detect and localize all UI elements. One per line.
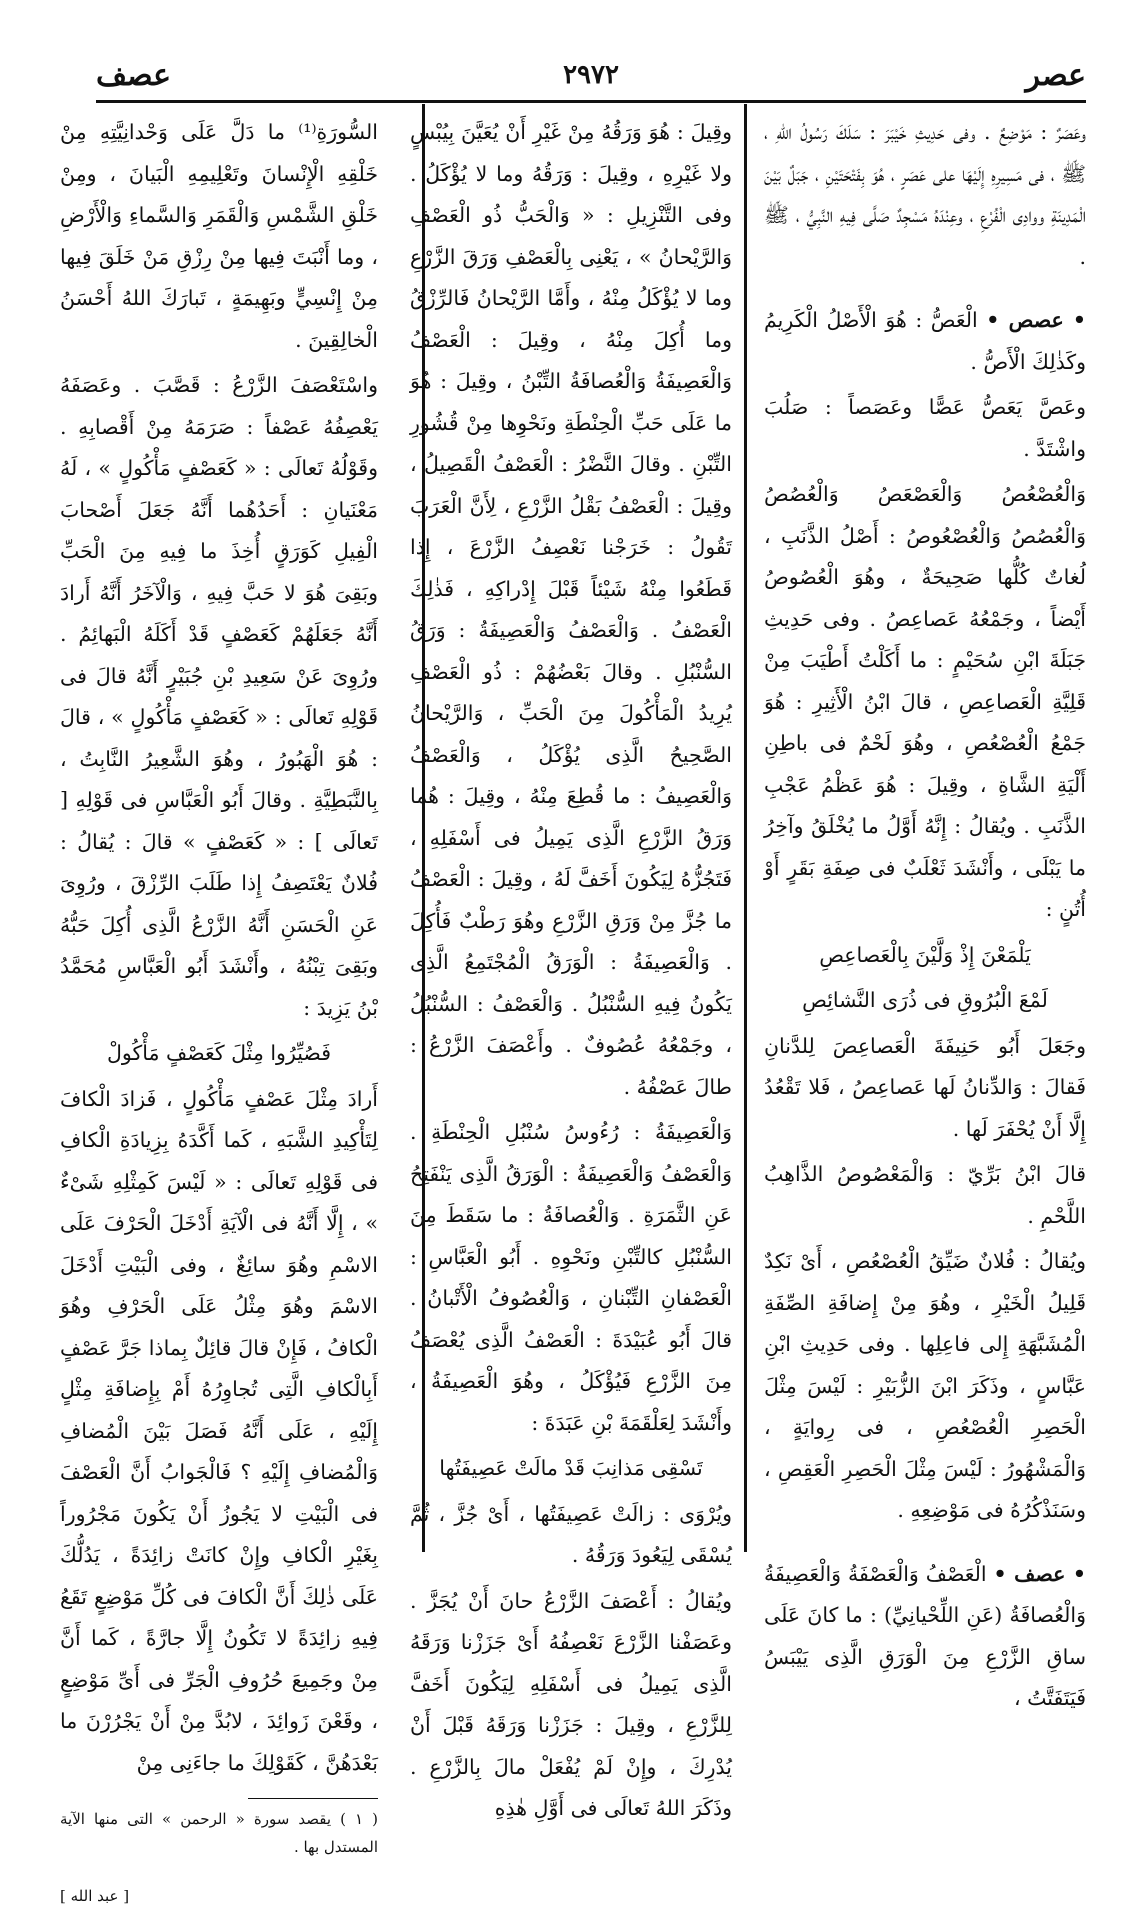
footnote-rule — [248, 1798, 378, 1799]
page-number: ٢٩٧٢ — [563, 60, 619, 90]
entry-headword: • عصص • — [986, 308, 1086, 332]
verse-line: لَمْعَ الْبُرُوقِ فى ذُرَى النَّشائِصِ — [802, 988, 1048, 1012]
header-rule — [96, 100, 1086, 103]
column-right — [764, 112, 1086, 1710]
paragraph: وعَصَرٌ : مَوْضِعٌ . وفى حَدِيثِ خَيْبَرَ : سَلَكَ رَسُولُ اللهِ ، ﷺ ، فى مَسِيرِهِ إِلَيْهَا على عَصَرٍ ، هُوَ بِفَتْحَتَيْنِ ، جَبَلٌ بَيْنَ الْمَدِينَةِ ووادِى الْفُرْعِ ، وعِنْدَهُ مَسْجِدٌ صَلَّى فِيهِ النَّبِيُّ ، ﷺ . — [764, 120, 1086, 269]
entry-paragraph — [764, 1554, 1086, 1720]
paragraph: ويُرْوَى : زالَتْ عَصِيفَتُها ، أَىْ جُزَّ ، ثُمَّ يُسْقَى لِيَعُودَ وَرَقُهُ . — [410, 1501, 732, 1567]
verse-line: يَلْمَعْنَ إِذْ وَلَّيْنَ بِالْعَصاعِصِ — [819, 942, 1031, 967]
paragraph: واسْتَعْصَفَ الزَّرْعُ : قَصَّبَ . وعَصَفَهُ يَعْصِفُهُ عَصْفاً : صَرَمَهُ مِنْ أَقْصابِهِ . وقَوْلُهُ تَعالَى : « كَعَصْفٍ مَأْكُولٍ » ، لَهُ مَعْنَيانِ : أَحَدُهُما أَنَّهُ جَعَلَ أَصْحابَ الْفِيلِ كَوَرَقٍ أُخِذَ ما فِيهِ مِنَ الْحَبِّ وبَقِىَ هُوَ لا حَبَّ فِيهِ ، وَالْآخَرُ أَنَّهُ أَرادَ أَنَّهُ جَعَلَهُمْ كَعَصْفٍ قَدْ أَكَلَهُ الْبَهائِمُ . ورُوِىَ عَنْ سَعِيدِ بْنِ جُبَيْرٍ أَنَّهُ قالَ فى قَوْلِهِ تَعالَى : « كَعَصْفٍ مَأْكُولٍ » ، قالَ : هُوَ الْهَبُورُ ، وهُوَ الشَّعِيرُ النَّابِتُ ، بِالنَّبَطِيَّةِ . وقالَ أَبُو الْعَبَّاسِ فى قَوْلِهِ [ تَعالَى ] : « كَعَصْفٍ » قالَ : يُقالُ : فُلانٌ يَعْتَصِفُ إِذا طَلَبَ الرِّزْقَ ، ورُوِىَ عَنِ الْحَسَنِ أَنَّهُ الزَّرْعُ الَّذِى أُكِلَ حَبُّهُ وبَقِىَ تِبْنُهُ ، وأَنْشَدَ أَبُو الْعَبَّاسِ مُحَمَّدُ بْنُ يَزِيدَ : — [60, 373, 378, 1020]
page-header — [96, 58, 1086, 98]
entry-paragraph — [764, 300, 1086, 383]
paragraph: ويُقالُ : أَعْصَفَ الزَّرْعُ حانَ أَنْ يُجَزَّ . وعَصَفْنا الزَّرْعَ نَعْصِفُهُ أَىْ جَزَزْنا وَرَقَهُ الَّذِى يَمِيلُ فى أَسْفَلِهِ لِيَكُونَ أَخَفَّ لِلزَّرْعِ ، وقِيلَ : جَزَزْنا وَرَقَهُ قَبْلَ أَنْ يُدْرِكَ ، وإِنْ لَمْ يُفْعَلْ مالَ بِالزَّرْعِ . وذَكَرَ اللهُ تَعالَى فى أَوَّلِ هٰذِهِ — [410, 1588, 732, 1820]
entry-text: الْعَصْفُ وَالْعَصْفَةُ وَالْعَصِيفَةُ وَالْعُصافَةُ (عَنِ اللِّحْيانِيِّ) : ما كانَ عَلَى ساقِ الزَّرْعِ مِنَ الْوَرَقِ الَّذِى يَيْبَسُ فَيَتَفَتَّتُ ، — [764, 1561, 1086, 1710]
paragraph: وجَعَلَ أَبُو حَنِيفَةَ الْعَصاعِصَ لِلدَّنانِ فَقالَ : وَالدِّنانُ لَها عَصاعِصُ ، فَلا تَقْعُدُ إِلَّا أَنْ يُحْفَرَ لَها . — [764, 1033, 1086, 1141]
column-left — [60, 112, 378, 1905]
paragraph: السُّورَةِ⁽¹⁾ ما دَلَّ عَلَى وَحْدانِيَّتِهِ مِنْ خَلْقِهِ الْإِنْسانَ وتَعْلِيمِهِ الْبَيانَ ، ومِنْ خَلْقِ الشَّمْسِ وَالْقَمَرِ وَالسَّماءِ وَالْأَرْضِ ، وما أَنْبَتَ فِيها مِنْ رِزْقِ مَنْ خَلَقَ فِيها مِنْ إِنْسِيٍّ وبَهِيمَةٍ ، تَبارَكَ اللهُ أَحْسَنُ الْخالِقِينَ . — [60, 120, 378, 352]
spacer — [764, 1536, 1086, 1554]
column-middle — [410, 112, 732, 1820]
paragraph: وَالْعُصْعُصُ وَالْعَصْعَصُ وَالْعُصُصُ وَالْعُصُصُ وَالْعُصْعُوصُ : أَصْلُ الذَّنَبِ ، لُغاتٌ كُلُّها صَحِيحَةٌ ، وهُوَ الْعُصُوصُ أَيْضاً ، وجَمْعُهُ عَصاعِصُ . وفى حَدِيثِ جَبَلَةَ ابْنِ سُحَيْمٍ : ما أَكَلْتُ أَطْيَبَ مِنْ قَلِيَّةِ الْعَصاعِصِ ، قالَ ابْنُ الْأَثِيرِ : هُوَ جَمْعُ الْعُصْعُصِ ، وهُوَ لَحْمٌ فى باطِنِ أَلْيَةِ الشَّاةِ ، وقِيلَ : هُوَ عَظْمُ عَجْبِ الذَّنَبِ . ويُقالُ : إِنَّهُ أَوَّلُ ما يُخْلَقُ وآخِرُ ما يَبْلَى ، وأَنْشَدَ ثَعْلَبٌ فى صِفَةِ بَقَرٍ أَوْ أُتُنٍ : — [764, 482, 1086, 921]
verse-line: تَسْقِى مَذانِبَ قَدْ مالَتْ عَصِيفَتُها — [439, 1456, 703, 1480]
footnote: ( ١ ) يقصد سورة « الرحمن » التى منها الآية المستدل بها . — [60, 1810, 378, 1856]
paragraph: وعَصَّ يَعَصُّ عَصًّا وعَصَصاً : صَلُبَ واشْتَدَّ . — [764, 395, 1086, 461]
column-left-body — [60, 112, 378, 1784]
entry-text: الْعَصُّ : هُوَ الْأَصْلُ الْكَرِيمُ وكَذٰلِكَ الْأَصُّ . — [764, 308, 1086, 374]
editor-signature: [ عبد الله ] — [60, 1887, 130, 1905]
header-right-word: عصر — [1025, 58, 1086, 93]
paragraph: وَالْعَصِيفَةُ : رُءُوسُ سُنْبُلِ الْحِنْطَةِ . وَالْعَصْفُ وَالْعَصِيفَةُ : الْوَرَقُ الَّذِى يَنْفَتِحُ عَنِ الثَّمَرَةِ . وَالْعُصافَةُ : ما سَقَطَ مِنَ السُّنْبُلِ كالتِّبْنِ ونَحْوِهِ . أَبُو الْعَبَّاسِ : الْعَصْفانِ التِّبْنانِ ، وَالْعُصُوفُ الْأَتْبانُ . قالَ أَبُو عُبَيْدَةَ : الْعَصْفُ الَّذِى يُعْصَفُ مِنَ الزَّرْعِ فَيُؤْكَلُ ، وهُوَ الْعَصِيفَةُ ، وأَنْشَدَ لِعَلْقَمَةَ بْنِ عَبَدَةَ : — [410, 1120, 732, 1435]
entry-headword: • عصف • — [993, 1561, 1086, 1586]
paragraph: قالَ ابْنُ بَرِّيّ : وَالْمَعْصُوصُ الذَّاهِبُ اللَّحْمِ . — [764, 1162, 1086, 1228]
paragraph: ويُقالُ : فُلانٌ ضَيِّقُ الْعُصْعُصِ ، أَىْ نَكِدٌ قَلِيلُ الْخَيْرِ ، وهُوَ مِنْ إِضافَةِ الصِّفَةِ الْمُشَبَّهَةِ إِلى فاعِلِها . وفى حَدِيثِ ابْنِ عَبَّاسٍ ، وذَكَرَ ابْنَ الزُّبَيْرِ : لَيْسَ مِثْلَ الْحَصِرِ الْعُصْعُصِ ، فى رِوايَةٍ ، وَالْمَشْهُورُ : لَيْسَ مِثْلَ الْحَصِرِ الْعَقِصِ ، وسَنَذْكُرُهُ فى مَوْضِعِهِ . — [764, 1249, 1086, 1522]
column-divider — [744, 104, 747, 1552]
spacer — [764, 282, 1086, 300]
verse-line: فَصُيِّرُوا مِثْلَ كَعَصْفٍ مَأْكُولْ — [106, 1041, 332, 1065]
paragraph: أَرادَ مِثْلَ عَصْفٍ مَأْكُولٍ ، فَزادَ الْكافَ لِتَأْكِيدِ الشَّبَهِ ، كَما أَكَّدَهُ بِزِيادَةِ الْكافِ فى قَوْلِهِ تَعالَى : « لَيْسَ كَمِثْلِهِ شَىْءٌ » ، إِلَّا أَنَّهُ فى الْآيَةِ أَدْخَلَ الْحَرْفَ عَلَى الاسْمِ وهُوَ سائِغٌ ، وفى الْبَيْتِ أَدْخَلَ الاسْمَ وهُوَ مِثْلُ عَلَى الْحَرْفِ وهُوَ الْكافُ ، فَإِنْ قالَ قائِلٌ بِماذا جَرَّ عَصْفٍ أَبِالْكافِ الَّتِى تُجاوِرُهُ أَمْ بِإِضافَةِ مِثْلٍ إِلَيْهِ ، عَلَى أَنَّهُ فَصَلَ بَيْنَ الْمُضافِ وَالْمُضافِ إِلَيْهِ ؟ فَالْجَوابُ أَنَّ الْعَصْفَ فى الْبَيْتِ لا يَجُوزُ أَنْ يَكُونَ مَجْرُوراً بِغَيْرِ الْكافِ وإِنْ كانَتْ زائِدَةً ، يَدُلُّكَ عَلَى ذٰلِكَ أَنَّ الْكافَ فى كُلِّ مَوْضِعٍ تَقَعُ فِيهِ زائِدَةً لا تَكُونُ إِلَّا جارَّةً ، كَما أَنَّ مِنْ وجَمِيعَ حُرُوفِ الْجَرِّ فى أَىِّ مَوْضِعٍ ، وقَعْنَ زَوائِدَ ، لابُدَّ مِنْ أَنْ يَجْرُرْنَ ما بَعْدَهُنَّ ، كَقَوْلِكَ ما جاءَنِى مِنْ — [60, 1086, 378, 1775]
header-left-word: عصف — [96, 58, 171, 93]
paragraph: وقِيلَ : هُوَ وَرَقُهُ مِنْ غَيْرِ أَنْ يُعَيَّنَ بِيُبْسٍ ولا غَيْرِهِ ، وقِيلَ : وَرَقُهُ وما لا يُؤْكَلُ . وفى التَّنْزِيلِ : « وَالْحَبُّ ذُو الْعَصْفِ وَالرَّيْحانُ » ، يَعْنِى بِالْعَصْفِ وَرَقَ الزَّرْعِ وما لا يُؤْكَلُ مِنْهُ ، وأَمَّا الرَّيْحانُ فَالرِّزْقُ وما أُكِلَ مِنْهُ ، وقِيلَ : الْعَصْفُ وَالْعَصِيفَةُ وَالْعُصافَةُ التِّبْنُ ، وقِيلَ : هُوَ ما عَلَى حَبِّ الْحِنْطَةِ ونَحْوِها مِنْ قُشُورِ التِّبْنِ . وقالَ النَّضْرُ : الْعَصْفُ الْقَصِيلُ ، وقِيلَ : الْعَصْفُ بَقْلُ الزَّرْعِ ، لِأَنَّ الْعَرَبَ تَقُولُ : خَرَجْنا نَعْصِفُ الزَّرْعَ ، إِذا قَطَعُوا مِنْهُ شَيْئاً قَبْلَ إِدْراكِهِ ، فَذٰلِكَ الْعَصْفُ . وَالْعَصْفُ وَالْعَصِيفَةُ : وَرَقُ السُّنْبُلِ . وقالَ بَعْضُهُمْ : ذُو الْعَصْفِ يُرِيدُ الْمَأْكُولَ مِنَ الْحَبِّ ، وَالرَّيْحانُ الصَّحِيحُ الَّذِى يُؤْكَلُ ، وَالْعَصْفُ وَالْعَصِيفُ : ما قُطِعَ مِنْهُ ، وقِيلَ : هُما وَرَقُ الزَّرْعِ الَّذِى يَمِيلُ فى أَسْفَلِهِ ، فَتَجُزُّهُ لِيَكُونَ أَخَفَّ لَهُ ، وقِيلَ : الْعَصْفُ ما جُزَّ مِنْ وَرَقِ الزَّرْعِ وهُوَ رَطْبٌ فَأُكِلَ . وَالْعَصِيفَةُ : الْوَرَقُ الْمُجْتَمِعُ الَّذِى يَكُونُ فِيهِ السُّنْبُلُ . وَالْعَصْفُ : السُّنْبُلُ ، وجَمْعُهُ عُصُوفٌ . وأَعْصَفَ الزَّرْعُ : طالَ عَصْفُهُ . — [410, 120, 732, 1099]
